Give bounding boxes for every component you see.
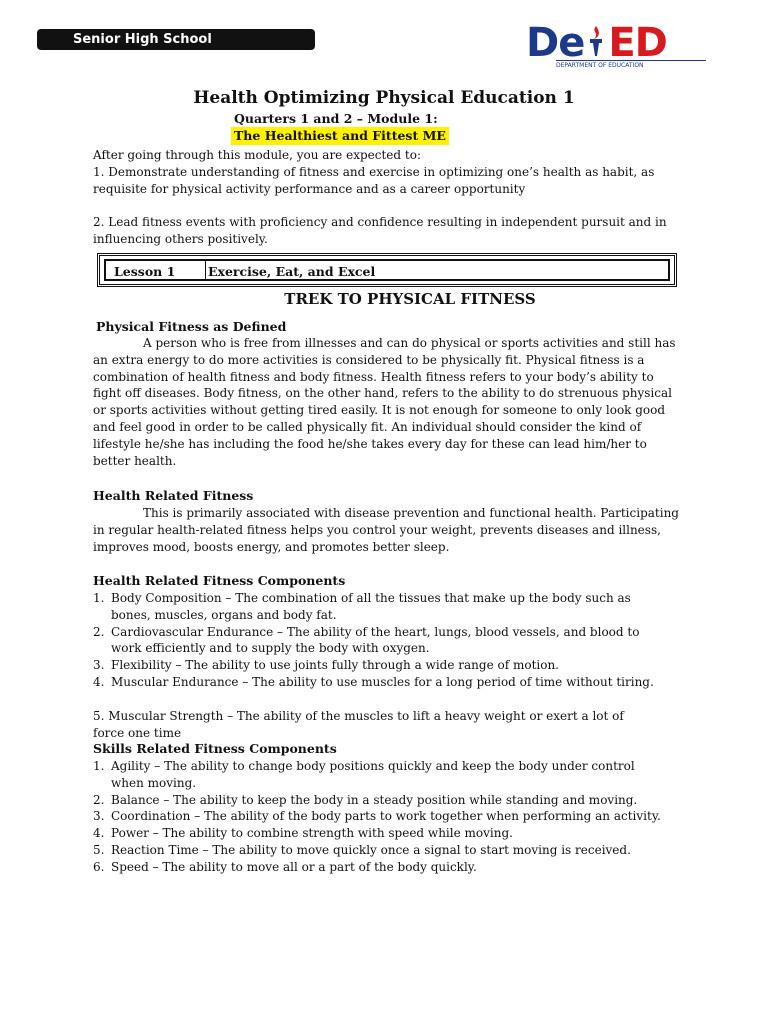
list-item	[93, 859, 663, 876]
heading-hrf-components: Health Related Fitness Components	[93, 573, 346, 588]
list-number: 1.	[93, 591, 105, 605]
list-item	[93, 590, 663, 624]
heading-health-related-fitness: Health Related Fitness	[93, 488, 254, 503]
module-title-highlight: The Healthiest and Fittest ME	[231, 127, 449, 145]
health-related-body: This is primarily associated with disease prevention and functional health. Participating in regular health-related fitness helps you control your weight, prevents diseases and illness, improves mood, boosts energy, and promotes better sleep.	[93, 506, 679, 554]
deped-logo	[526, 22, 712, 72]
list-item	[93, 758, 663, 792]
list-item	[93, 792, 663, 809]
skills-components-list	[93, 758, 663, 876]
list-item-text: Reaction Time – The ability to move quickly once a signal to start moving is received.	[111, 842, 631, 857]
list-item	[93, 624, 663, 658]
list-item-text: Power – The ability to combine strength with speed while moving.	[111, 826, 513, 841]
senior-high-school-badge: Senior High School	[37, 29, 315, 50]
hrf-item-5: 5. Muscular Strength – The ability of the muscles to lift a heavy weight or exert a lot of force one time	[93, 709, 624, 740]
lesson-box-inner	[104, 259, 670, 281]
hrf-components-list	[93, 590, 663, 691]
list-item-text: Speed – The ability to move all or a part of the body quickly.	[111, 859, 477, 874]
logo-part-de: De	[526, 20, 585, 66]
list-number: 6.	[93, 859, 105, 874]
list-number: 3.	[93, 809, 105, 824]
lesson-label: Lesson 1	[110, 261, 206, 279]
list-item-text: Coordination – The ability of the body parts to work together when performing an activity.	[111, 809, 661, 824]
list-number: 1.	[93, 759, 105, 773]
quarters-subtitle: Quarters 1 and 2 – Module 1:	[234, 111, 438, 126]
lesson-box	[97, 253, 677, 287]
list-item	[93, 674, 663, 691]
heading-physical-fitness-defined: Physical Fitness as Defined	[96, 319, 287, 334]
list-item-text: Muscular Endurance – The ability to use muscles for a long period of time without tiring.	[111, 674, 654, 689]
list-number: 5.	[93, 842, 105, 857]
torch-icon	[584, 24, 608, 63]
heading-skills-components: Skills Related Fitness Components	[93, 741, 337, 756]
list-item	[93, 842, 663, 859]
list-number: 2.	[93, 792, 105, 807]
objective-1: 1. Demonstrate understanding of fitness and exercise in optimizing one’s health as habit, as requisite for physical activity performance and as a career opportunity	[93, 165, 655, 196]
list-item	[93, 825, 663, 842]
list-item-text: Balance – The ability to keep the body in a steady position while standing and moving.	[111, 792, 638, 807]
lesson-title: Exercise, Eat, and Excel	[208, 264, 376, 279]
list-number: 4.	[93, 826, 105, 841]
list-item-text: Flexibility – The ability to use joints fully through a wide range of motion.	[111, 658, 559, 673]
list-number: 3.	[93, 658, 105, 673]
list-item-text: Cardiovascular Endurance – The ability of the heart, lungs, blood vessels, and blood to work efficiently and to supply the body with oxygen.	[111, 624, 640, 656]
list-item	[93, 657, 663, 674]
intro-lead: After going through this module, you are expected to:	[93, 148, 421, 162]
logo-part-ed: ED	[608, 20, 667, 66]
list-number: 4.	[93, 674, 105, 689]
list-item-text: Body Composition – The combination of all the tissues that make up the body such as bones, muscles, organs and body fat.	[111, 591, 631, 622]
section-title: TREK TO PHYSICAL FITNESS	[284, 290, 536, 308]
list-item-text: Agility – The ability to change body positions quickly and keep the body under control when moving.	[111, 759, 635, 790]
page-title: Health Optimizing Physical Education 1	[193, 88, 575, 108]
objective-2: 2. Lead fitness events with proficiency and confidence resulting in independent pursuit and in influencing others positively.	[93, 215, 667, 246]
list-number: 2.	[93, 624, 105, 639]
physical-fitness-body: A person who is free from illnesses and can do physical or sports activities and still has an extra energy to do more activities is considered to be physically fit. Physical fitness is a combination of health fitness and body fitness. Health fitness refers to your body’s ability to fight off diseases. Body fitness, on the other hand, refers to the ability to do strenuous physical or sports activities without getting tired easily. It is not enough for someone to only look good and feel good in order to be called physically fit. An individual should consider the kind of lifestyle he/she has including the food he/she takes every day for these can lead him/her to better health.	[93, 336, 676, 468]
logo-subtitle: DEPARTMENT OF EDUCATION	[556, 60, 706, 69]
list-item	[93, 808, 663, 825]
